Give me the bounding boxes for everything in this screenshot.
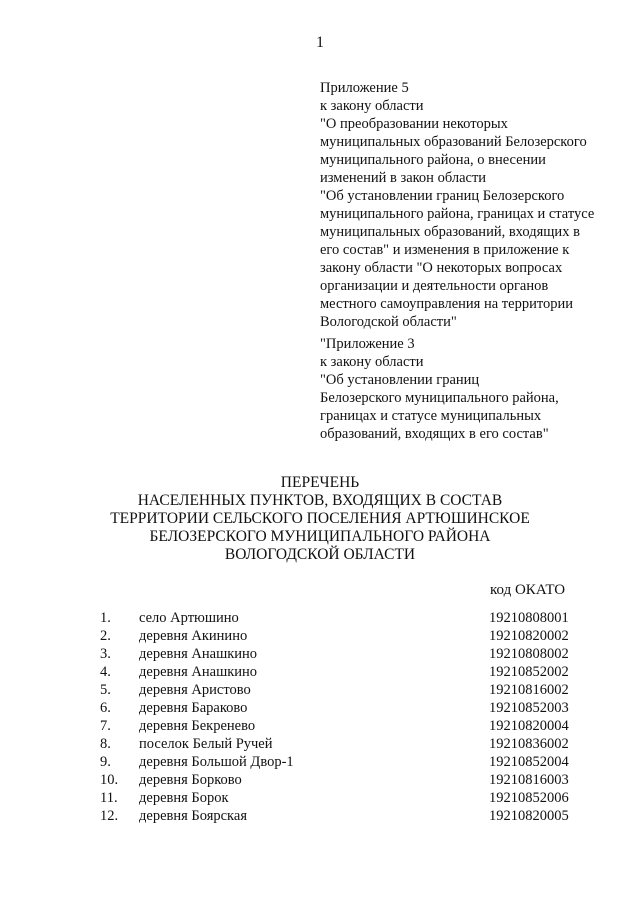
page-number: 1 — [316, 34, 324, 51]
settlement-row — [0, 772, 640, 790]
annex-line: образований, входящих в его состав" — [320, 426, 549, 442]
okato-code: 19210816003 — [489, 772, 569, 788]
settlement-row — [0, 700, 640, 718]
settlement-row — [0, 808, 640, 826]
okato-code: 19210808002 — [489, 646, 569, 662]
annex-line: организации и деятельности органов — [320, 278, 549, 294]
settlement-row — [0, 664, 640, 682]
row-number: 4. — [100, 664, 111, 680]
annex-line: закону области "О некоторых вопросах — [320, 260, 563, 276]
annex-line: "Об установлении границ — [320, 372, 480, 388]
okato-code: 19210820005 — [489, 808, 569, 824]
row-number: 10. — [100, 772, 119, 788]
document-title — [0, 474, 640, 564]
settlement-name: деревня Борково — [139, 772, 242, 788]
row-number: 11. — [100, 790, 118, 806]
title-line: ВОЛОГОДСКОЙ ОБЛАСТИ — [224, 546, 416, 563]
annex-line: границах и статусе муниципальных — [320, 408, 542, 424]
settlement-name: деревня Большой Двор-1 — [139, 754, 294, 770]
settlement-row — [0, 610, 640, 628]
row-number: 9. — [100, 754, 111, 770]
settlement-row — [0, 736, 640, 754]
row-number: 7. — [100, 718, 111, 734]
settlement-name: деревня Бараково — [139, 700, 248, 716]
annex-reference-current — [320, 79, 620, 331]
settlement-row — [0, 754, 640, 772]
row-number: 5. — [100, 682, 111, 698]
settlement-row — [0, 718, 640, 736]
annex-reference-original — [320, 335, 620, 443]
annex-line: Вологодской области" — [320, 314, 457, 330]
settlement-name: село Артюшино — [139, 610, 239, 626]
settlement-name: деревня Акинино — [139, 628, 248, 644]
settlement-row — [0, 790, 640, 808]
okato-code: 19210820002 — [489, 628, 569, 644]
annex-line: "Об установлении границ Белозерского — [320, 188, 565, 204]
okato-code: 19210816002 — [489, 682, 569, 698]
okato-code: 19210836002 — [489, 736, 569, 752]
row-number: 2. — [100, 628, 111, 644]
settlement-list — [0, 610, 640, 826]
okato-code: 19210852006 — [489, 790, 569, 806]
settlement-name: деревня Боярская — [139, 808, 247, 824]
settlement-name: деревня Бекренево — [139, 718, 256, 734]
row-number: 1. — [100, 610, 111, 626]
annex-line: муниципальных образований Белозерского — [320, 134, 587, 150]
annex-line: изменений в закон области — [320, 170, 487, 186]
okato-code: 19210808001 — [489, 610, 569, 626]
annex-line: местного самоуправления на территории — [320, 296, 573, 312]
settlement-row — [0, 646, 640, 664]
okato-column-header: код ОКАТО — [490, 582, 566, 598]
annex-line: к закону области — [320, 98, 424, 114]
settlement-name: деревня Анашкино — [139, 646, 258, 662]
title-line: ПЕРЕЧЕНЬ — [280, 474, 360, 491]
okato-code: 19210852002 — [489, 664, 569, 680]
annex-line: муниципального района, о внесении — [320, 152, 546, 168]
title-line: НАСЕЛЕННЫХ ПУНКТОВ, ВХОДЯЩИХ В СОСТАВ — [137, 492, 503, 509]
settlement-name: деревня Аристово — [139, 682, 251, 698]
annex-line: муниципального района, границах и статусе — [320, 206, 595, 222]
row-number: 8. — [100, 736, 111, 752]
title-line: ТЕРРИТОРИИ СЕЛЬСКОГО ПОСЕЛЕНИЯ АРТЮШИНСКОЕ — [110, 510, 530, 527]
settlement-row — [0, 682, 640, 700]
row-number: 12. — [100, 808, 119, 824]
row-number: 3. — [100, 646, 111, 662]
okato-code: 19210852004 — [489, 754, 569, 770]
annex-line: его состав" и изменения в приложение к — [320, 242, 570, 258]
settlement-name: поселок Белый Ручей — [139, 736, 273, 752]
annex-line: "О преобразовании некоторых — [320, 116, 508, 132]
annex-line: "Приложение 3 — [320, 336, 415, 352]
okato-code: 19210852003 — [489, 700, 569, 716]
annex-line: к закону области — [320, 354, 424, 370]
settlement-name: деревня Анашкино — [139, 664, 258, 680]
settlement-name: деревня Борок — [139, 790, 229, 806]
title-line: БЕЛОЗЕРСКОГО МУНИЦИПАЛЬНОГО РАЙОНА — [149, 528, 491, 545]
settlement-row — [0, 628, 640, 646]
okato-code: 19210820004 — [489, 718, 569, 734]
annex-line: Белозерского муниципального района, — [320, 390, 559, 406]
annex-line: Приложение 5 — [320, 80, 409, 96]
annex-line: муниципальных образований, входящих в — [320, 224, 580, 240]
row-number: 6. — [100, 700, 111, 716]
